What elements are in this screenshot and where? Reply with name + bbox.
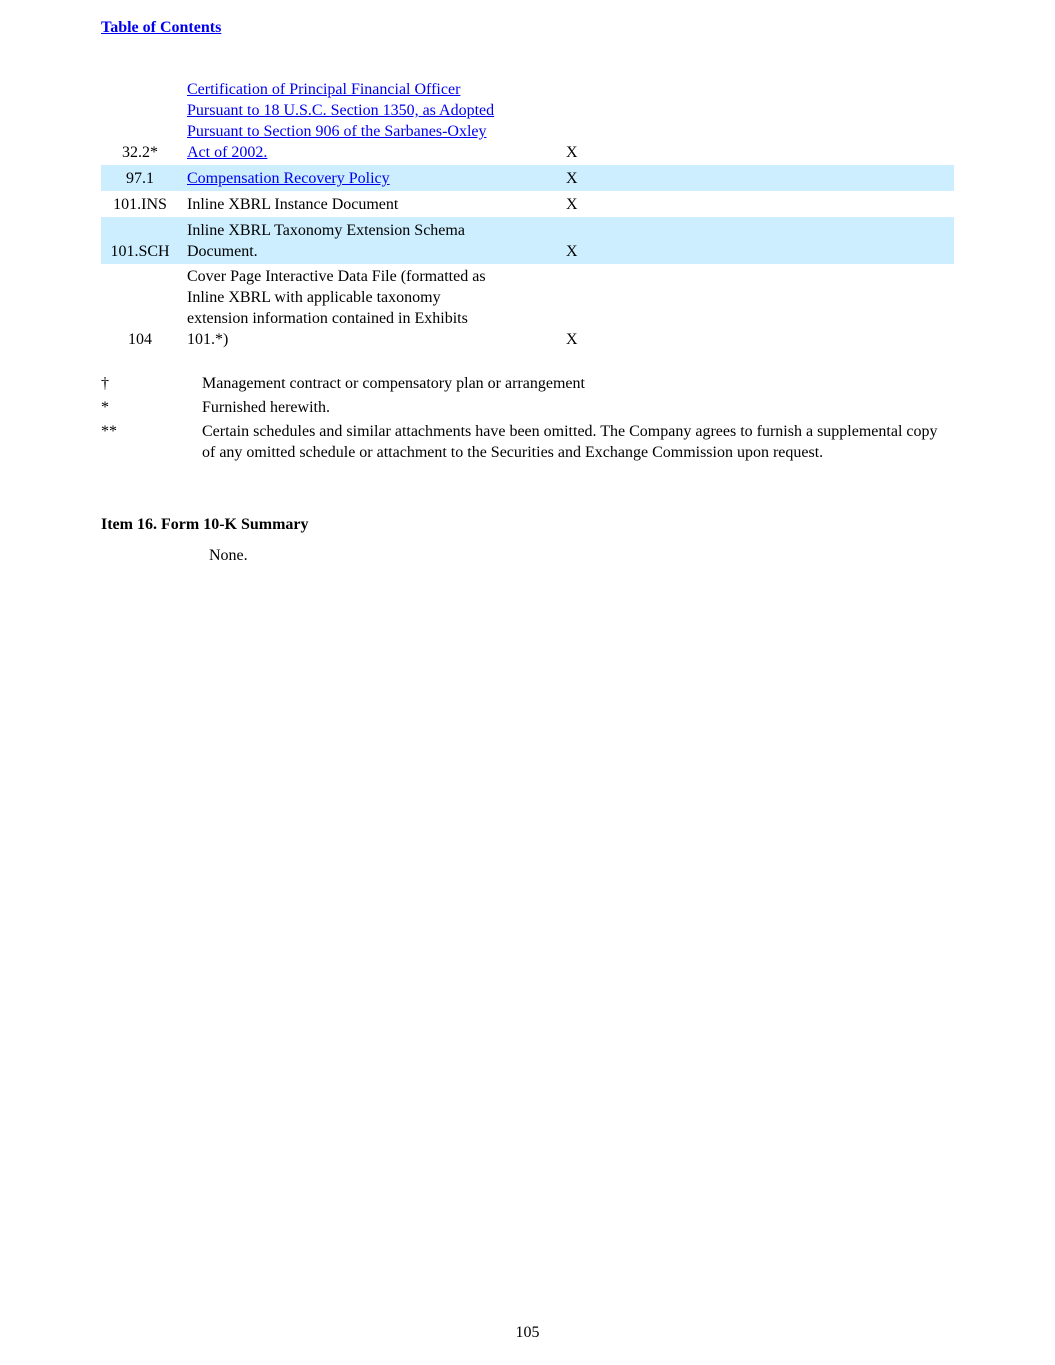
item-16-heading: Item 16. Form 10-K Summary <box>101 516 309 533</box>
exhibit-number: 104 <box>128 331 152 348</box>
footnote-text: Furnished herewith. <box>202 399 330 416</box>
exhibit-description-line: Cover Page Interactive Data File (formatted as <box>187 268 486 285</box>
exhibit-description <box>187 266 537 350</box>
exhibit-row-97-1 <box>101 165 954 191</box>
exhibit-link-line[interactable]: Certification of Principal Financial Officer <box>187 81 461 98</box>
footnotes <box>101 373 954 466</box>
exhibit-description-line: 101.*) <box>187 331 229 348</box>
exhibit-number: 101.SCH <box>110 243 170 260</box>
exhibit-link-line[interactable]: Pursuant to 18 U.S.C. Section 1350, as Adopted <box>187 102 495 119</box>
exhibit-link-line[interactable]: Act of 2002. <box>187 144 268 161</box>
footnote-text: Management contract or compensatory plan or arrangement <box>202 375 585 392</box>
exhibit-description <box>187 168 537 189</box>
exhibit-mark: X <box>566 144 578 161</box>
exhibit-description-line: Inline XBRL Taxonomy Extension Schema <box>187 222 465 239</box>
exhibit-number: 97.1 <box>126 170 154 187</box>
page-number: 105 <box>515 1324 540 1341</box>
footnote-symbol: * <box>101 399 109 416</box>
exhibit-description-line: Inline XBRL with applicable taxonomy <box>187 289 441 306</box>
exhibit-link-line[interactable]: Pursuant to Section 906 of the Sarbanes-Oxley <box>187 123 487 140</box>
footnote-symbol: ** <box>101 423 117 440</box>
footnote <box>101 421 954 463</box>
exhibit-mark: X <box>566 243 578 260</box>
exhibit-description-line: Inline XBRL Instance Document <box>187 196 399 213</box>
exhibit-table <box>101 81 954 352</box>
exhibit-row-101-ins <box>101 191 954 217</box>
exhibit-description-line: extension information contained in Exhibits <box>187 310 468 327</box>
item-16-body: None. <box>209 547 248 564</box>
footnote-text: Certain schedules and similar attachments have been omitted. The Company agrees to furnish a supplemental copy of any omitted schedule or attachment to the Securities and Exchange Commission upon request. <box>202 423 938 461</box>
footnote <box>101 373 954 394</box>
exhibit-description <box>187 220 537 262</box>
footnote-symbol: † <box>101 375 109 392</box>
exhibit-description <box>187 79 537 163</box>
exhibit-description <box>187 194 537 215</box>
exhibit-row-32-2 <box>101 81 954 165</box>
exhibit-mark: X <box>566 331 578 348</box>
exhibit-mark: X <box>566 196 578 213</box>
exhibit-description-line: Document. <box>187 243 258 260</box>
table-of-contents-link[interactable]: Table of Contents <box>101 19 222 36</box>
exhibit-number: 32.2* <box>122 144 158 161</box>
exhibit-row-101-sch <box>101 217 954 264</box>
exhibit-mark: X <box>566 170 578 187</box>
footnote <box>101 397 954 418</box>
exhibit-link-line[interactable]: Compensation Recovery Policy <box>187 170 390 187</box>
exhibit-row-104 <box>101 264 954 352</box>
exhibit-number: 101.INS <box>113 196 167 213</box>
